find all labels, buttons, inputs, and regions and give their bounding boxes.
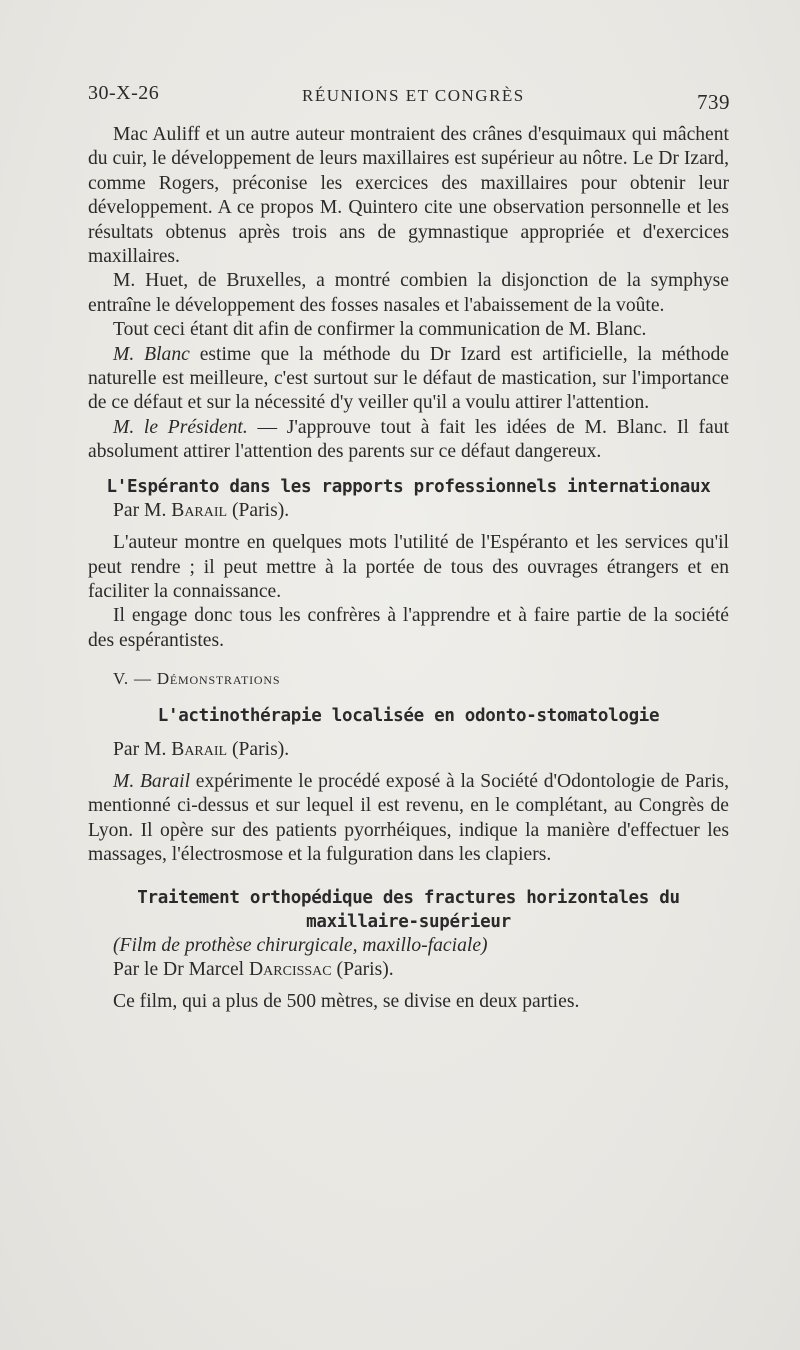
barail-text: expérimente le procédé exposé à la Société d'Odontologie de Paris, mentionné ci-dessus et sur lequel il est revenu, en le complétant, au Congrès de Lyon. Il opère sur des patients pyorrhéiques, indique la manière d'effectuer les massages, l'électrosmose et la fulguration dans les clapiers. bbox=[88, 770, 729, 866]
byline-actinotherapie bbox=[88, 738, 729, 762]
paragraph-tout-ceci: Tout ceci étant dit afin de confirmer la communication de M. Blanc. bbox=[113, 319, 647, 341]
section-heading-demonstrations bbox=[88, 667, 729, 691]
paragraph-film: Ce film, qui a plus de 500 mètres, se divise en deux parties. bbox=[113, 991, 580, 1013]
byline-prefix: Par M. bbox=[113, 738, 172, 760]
president-text: — J'approuve tout à fait les idées de M. Blanc. Il faut absolument attirer l'attention des parents sur ce défaut dangereux. bbox=[88, 416, 729, 463]
page-number: 739 bbox=[697, 90, 730, 114]
author-name: Barail bbox=[171, 738, 228, 760]
film-subtitle bbox=[88, 934, 729, 958]
paragraph-huet: M. Huet, de Bruxelles, a montré combien la disjonction de la symphyse entraîne le développement des fosses nasales et l'abaissement de la voûte. bbox=[88, 270, 729, 316]
title-line-1: Traitement orthopédique des fractures horizontales du bbox=[137, 887, 680, 908]
section-title-traitement bbox=[88, 886, 729, 934]
paragraph-esperanto-2: Il engage donc tous les confrères à l'apprendre et à faire partie de la société des espérantistes. bbox=[88, 605, 729, 651]
byline-prefix: Par le Dr Marcel bbox=[113, 958, 250, 980]
byline-traitement bbox=[88, 958, 729, 982]
paragraph-esperanto-1: L'auteur montre en quelques mots l'utilité de l'Espéranto et les services qu'il peut rendre ; il peut mettre à la portée de tous des ouvrages étrangers et en faciliter la connaissance. bbox=[88, 532, 729, 602]
byline-suffix: (Paris). bbox=[227, 738, 290, 760]
speaker-barail: M. Barail bbox=[113, 770, 191, 792]
byline-esperanto bbox=[88, 499, 729, 523]
title-line-2: maxillaire-supérieur bbox=[306, 911, 511, 932]
body-text bbox=[88, 123, 729, 1015]
paragraph-barail bbox=[88, 770, 729, 868]
byline-suffix: (Paris). bbox=[331, 958, 394, 980]
blanc-text: estime que la méthode du Dr Izard est artificielle, la méthode naturelle est meilleure, c'est surtout sur le défaut de mastication, sur l'importance de ce défaut et sur la nécessité d'y veiller qu'il a voulu attirer l'attention. bbox=[88, 343, 729, 414]
header-date: 30-X-26 bbox=[88, 82, 160, 104]
section-title-actinotherapie: L'actinothérapie localisée en odonto-stomatologie bbox=[157, 705, 660, 726]
byline-prefix: Par M. bbox=[113, 499, 172, 521]
author-name: Barail bbox=[171, 499, 228, 521]
paragraph-president bbox=[88, 416, 729, 465]
film-subtitle-text: (Film de prothèse chirurgicale, maxillo-faciale) bbox=[113, 934, 488, 956]
paragraph-blanc bbox=[88, 343, 729, 416]
section-numeral: V. — bbox=[113, 669, 157, 689]
speaker-president: M. le Président. bbox=[113, 416, 248, 438]
page-header bbox=[88, 80, 730, 114]
section-title-esperanto: L'Espéranto dans les rapports professionnels internationaux bbox=[106, 476, 711, 497]
paragraph-mac-auliff: Mac Auliff et un autre auteur montraient des crânes d'esquimaux qui mâchent du cuir, le développement de leurs maxillaires est supérieur au nôtre. Le Dr Izard, comme Rogers, préconise les exercices des maxillaires pour obtenir leur développement. A ce propos M. Quintero cite une observation personnelle et les résultats obtenus après trois ans de gymnastique appropriée et d'exercices maxillaires. bbox=[88, 124, 729, 268]
speaker-blanc: M. Blanc bbox=[113, 343, 190, 365]
running-title: RÉUNIONS ET CONGRÈS bbox=[302, 86, 525, 105]
section-heading-text: Démonstrations bbox=[156, 669, 281, 689]
byline-suffix: (Paris). bbox=[227, 499, 290, 521]
author-name: Darcissac bbox=[249, 958, 332, 980]
